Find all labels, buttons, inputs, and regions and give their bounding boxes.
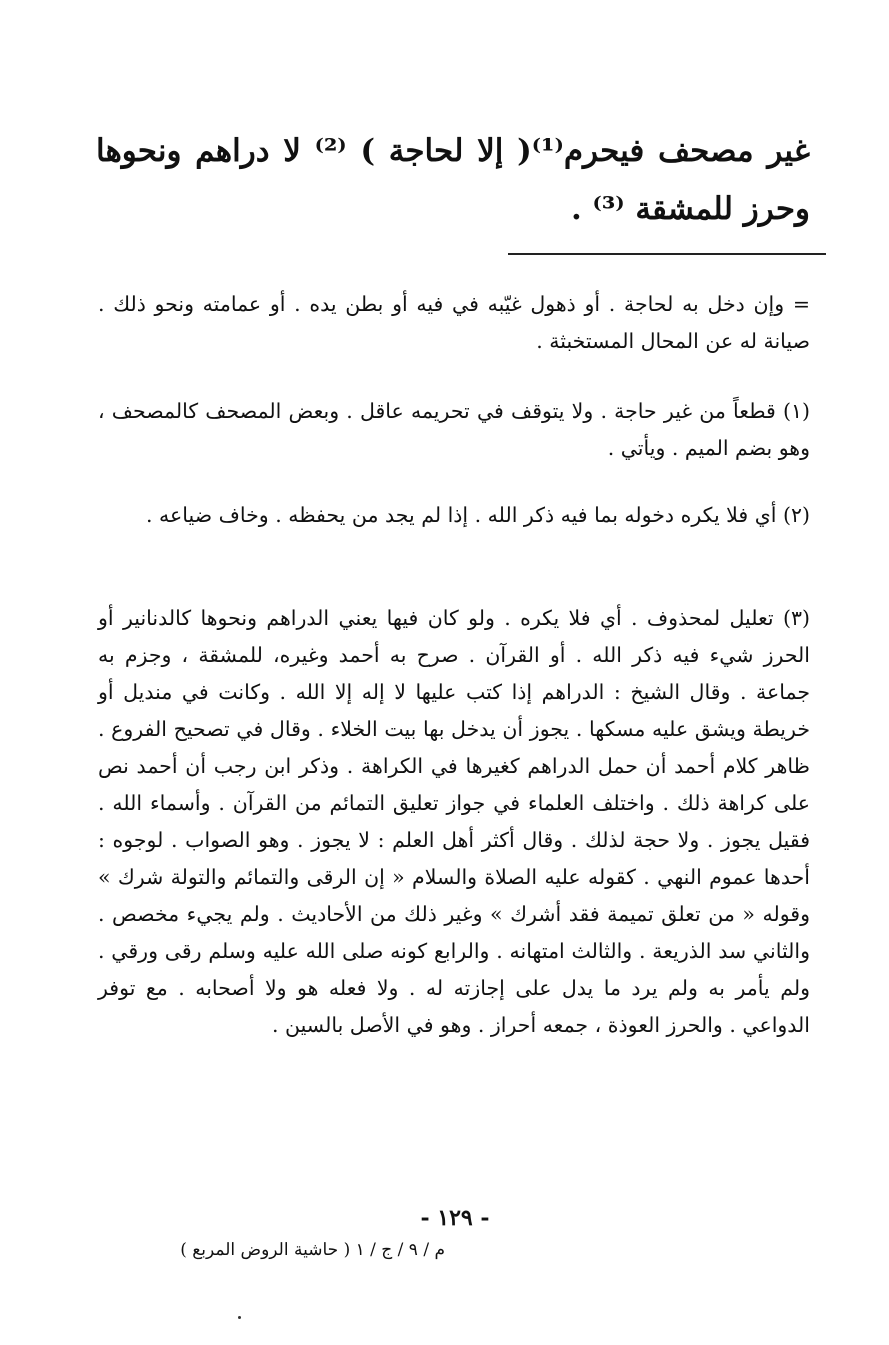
print-signature: م / ٩ / ج / ١ ( حاشية الروض المربع ): [180, 1240, 445, 1260]
footnote-2: (٢) أي فلا يكره دخوله بما فيه ذكر الله . إذا لم يجد من يحفظه . وخاف ضياعه .: [146, 503, 810, 527]
main-text: غير مصحف فيحرم⁽¹⁾( إلا لحاجة ) ⁽²⁾ لا دراهم ونحوها وحرز للمشقة ⁽³⁾ .: [96, 133, 811, 227]
footnote-continuation: = وإن دخل به لحاجة . أو ذهول غيّبه في فيه أو بطن يده . أو عمامته ونحو ذلك . صيانة له عن المحال المستخبثة .: [98, 292, 810, 353]
footnote-3: (٣) تعليل لمحذوف . أي فلا يكره . ولو كان فيها يعني الدراهم ونحوها كالدنانير أو الحرز شيء فيه ذكر الله . أو القرآن . صرح به أحمد وغيره، للمشقة ، وجزم به جماعة . وقال الشيخ : الدراهم إذا كتب عليها لا إله إلا الله . وكانت في منديل أو خريطة ويشق عليه مسكها . يجوز أن يدخل بها بيت الخلاء . وقال في تصحيح الفروع . ظاهر كلام أحمد أن حمل الدراهم كغيرها في الكراهة . وذكر ابن رجب أن أحمد نص على كراهة ذلك . واختلف العلماء في جواز تعليق التمائم من القرآن . وأسماء الله . فقيل يجوز . ولا حجة لذلك . وقال أكثر أهل العلم : لا يجوز . وهو الصواب . لوجوه : أحدها عموم النهي . كقوله عليه الصلاة والسلام « إن الرقى والتمائم والتولة شرك » وقوله « من تعلق تميمة فقد أشرك » وغير ذلك من الأحاديث . ولم يجيء مخصص . والثاني سد الذريعة . والثالث امتهانه . والرابع كونه صلى الله عليه وسلم رقى ورقي . ولم يأمر به ولم يرد ما يدل على إجازته له . ولا فعله هو ولا أصحابه . مع توفر الدواعي . والحرز العوذة ، جمعه أحراز . وهو في الأصل بالسين .: [98, 606, 810, 1037]
stray-mark: [238, 1316, 241, 1319]
footnote-1: (١) قطعاً من غير حاجة . ولا يتوقف في تحريمه عاقل . وبعض المصحف كالمصحف ، وهو بضم الميم . ويأتي .: [98, 399, 810, 460]
footnote-separator: [508, 253, 826, 255]
page-number: - ١٢٩ -: [420, 1205, 490, 1231]
